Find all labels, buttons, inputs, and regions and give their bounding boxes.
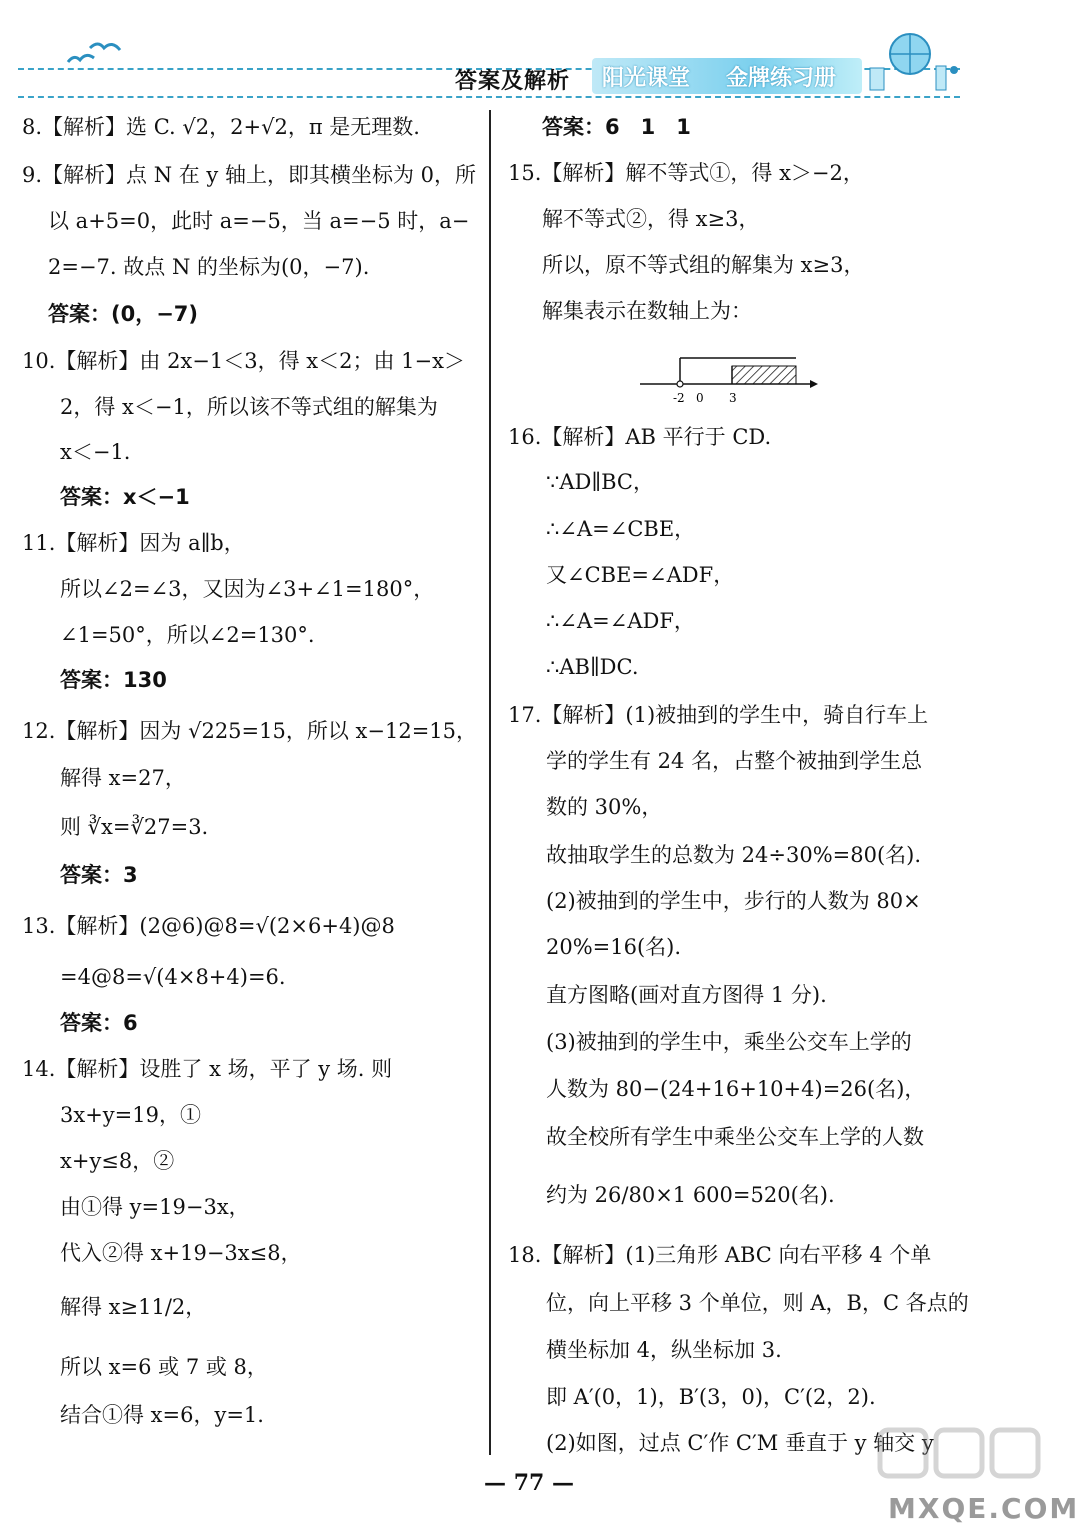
answer-line: 答案：130 <box>60 668 167 692</box>
text-line: 人数为 80−(24+16+10+4)=26(名)， <box>546 1077 926 1101</box>
text-line: ∴AB∥DC. <box>546 655 639 679</box>
text-line: (2)被抽到的学生中，步行的人数为 80× <box>546 889 921 913</box>
text-line: 以 a+5=0，此时 a=−5，当 a=−5 时，a− <box>48 209 470 233</box>
watermark-text: MXQE.COM <box>888 1492 1079 1525</box>
text-line: (3)被抽到的学生中，乘坐公交车上学的 <box>546 1030 912 1054</box>
text-line: 18.【解析】(1)三角形 ABC 向右平移 4 个单 <box>508 1243 932 1267</box>
answer-line: 答案：(0，−7) <box>48 302 199 326</box>
text-line: 12.【解析】因为 √225=15，所以 x−12=15， <box>22 719 478 743</box>
tick-label: 0 <box>696 391 704 405</box>
text-line: =4@8=√(4×8+4)=6. <box>60 965 286 989</box>
text-line: 由①得 y=19−3x， <box>60 1195 250 1219</box>
text-line: 9.【解析】点 N 在 y 轴上，即其横坐标为 0，所 <box>22 163 477 187</box>
page-number: — 77 — <box>484 1470 574 1496</box>
page-header <box>0 0 1058 110</box>
text-line: 16.【解析】AB 平行于 CD. <box>508 425 772 449</box>
text-line: 直方图略(画对直方图得 1 分). <box>546 983 827 1007</box>
text-line: x+y≤8，② <box>60 1149 175 1173</box>
number-line-diagram <box>640 352 820 412</box>
text-line: 解得 x≥11/2， <box>60 1295 207 1319</box>
text-line: 14.【解析】设胜了 x 场，平了 y 场. 则 <box>22 1057 393 1081</box>
text-line: 解集表示在数轴上为： <box>542 299 752 323</box>
text-line: 位，向上平移 3 个单位，则 A，B，C 各点的 <box>546 1291 969 1315</box>
brand-name: 阳光课堂 <box>602 66 691 91</box>
text-line: 代入②得 x+19−3x≤8， <box>60 1241 302 1265</box>
answer-line: 答案：6 <box>60 1011 138 1035</box>
text-line: 学的学生有 24 名，占整个被抽到学生总 <box>546 749 923 773</box>
text-line: 2=−7. 故点 N 的坐标为(0，−7). <box>48 255 370 279</box>
text-line: 15.【解析】解不等式①，得 x＞−2， <box>508 161 864 185</box>
text-line: x＜−1. <box>60 440 131 464</box>
text-line: (2)如图，过点 C′作 C′M 垂直于 y 轴交 y <box>546 1431 934 1455</box>
text-line: 故全校所有学生中乘坐公交车上学的人数 <box>546 1125 924 1149</box>
text-line: 8.【解析】选 C. √2，2+√2，π 是无理数. <box>22 115 420 139</box>
column-divider <box>489 110 491 1455</box>
text-line: 11.【解析】因为 a∥b， <box>22 531 245 555</box>
text-line: ∠1=50°，所以∠2=130°. <box>60 623 315 647</box>
answer-line: 答案：x＜−1 <box>60 485 190 509</box>
answer-line: 答案：3 <box>60 863 138 887</box>
text-line: 约为 26/80×1 600=520(名). <box>546 1183 835 1207</box>
text-line: 数的 30%， <box>546 795 663 819</box>
text-line: ∴∠A=∠CBE， <box>546 517 696 541</box>
text-line: ∴∠A=∠ADF， <box>546 609 695 633</box>
header-title: 答案及解析 <box>455 69 571 94</box>
text-line: 解得 x=27， <box>60 766 186 790</box>
tick-label: 3 <box>729 391 737 405</box>
text-line: 解不等式②，得 x≥3， <box>542 207 760 231</box>
text-line: 所以，原不等式组的解集为 x≥3， <box>542 253 865 277</box>
text-line: 即 A′(0，1)，B′(3，0)，C′(2，2). <box>546 1385 876 1409</box>
text-line: 10.【解析】由 2x−1＜3，得 x＜2；由 1−x＞ <box>22 349 465 373</box>
globe-decoration-icon <box>850 16 960 96</box>
answer-line: 答案：6 1 1 <box>542 115 691 139</box>
text-line: 17.【解析】(1)被抽到的学生中，骑自行车上 <box>508 703 929 727</box>
text-line: 所以∠2=∠3，又因为∠3+∠1=180°， <box>60 577 435 601</box>
text-line: ∵AD∥BC， <box>546 470 654 494</box>
text-line: 2，得 x＜−1，所以该不等式组的解集为 <box>60 395 438 419</box>
text-line: 又∠CBE=∠ADF， <box>546 563 735 587</box>
text-line: 则 ∛x=∛27=3. <box>60 815 209 839</box>
text-line: 13.【解析】(2@6)@8=√(2×6+4)@8 <box>22 914 395 938</box>
text-line: 横坐标加 4，纵坐标加 3. <box>546 1338 782 1362</box>
text-line: 所以 x=6 或 7 或 8， <box>60 1355 268 1379</box>
text-line: 故抽取学生的总数为 24÷30%=80(名). <box>546 843 922 867</box>
text-line: 结合①得 x=6，y=1. <box>60 1403 264 1427</box>
brand-subtitle: 金牌练习册 <box>726 66 837 91</box>
text-line: 20%=16(名). <box>546 935 682 959</box>
tick-label: -2 <box>673 391 685 405</box>
text-line: 3x+y=19，① <box>60 1103 201 1127</box>
